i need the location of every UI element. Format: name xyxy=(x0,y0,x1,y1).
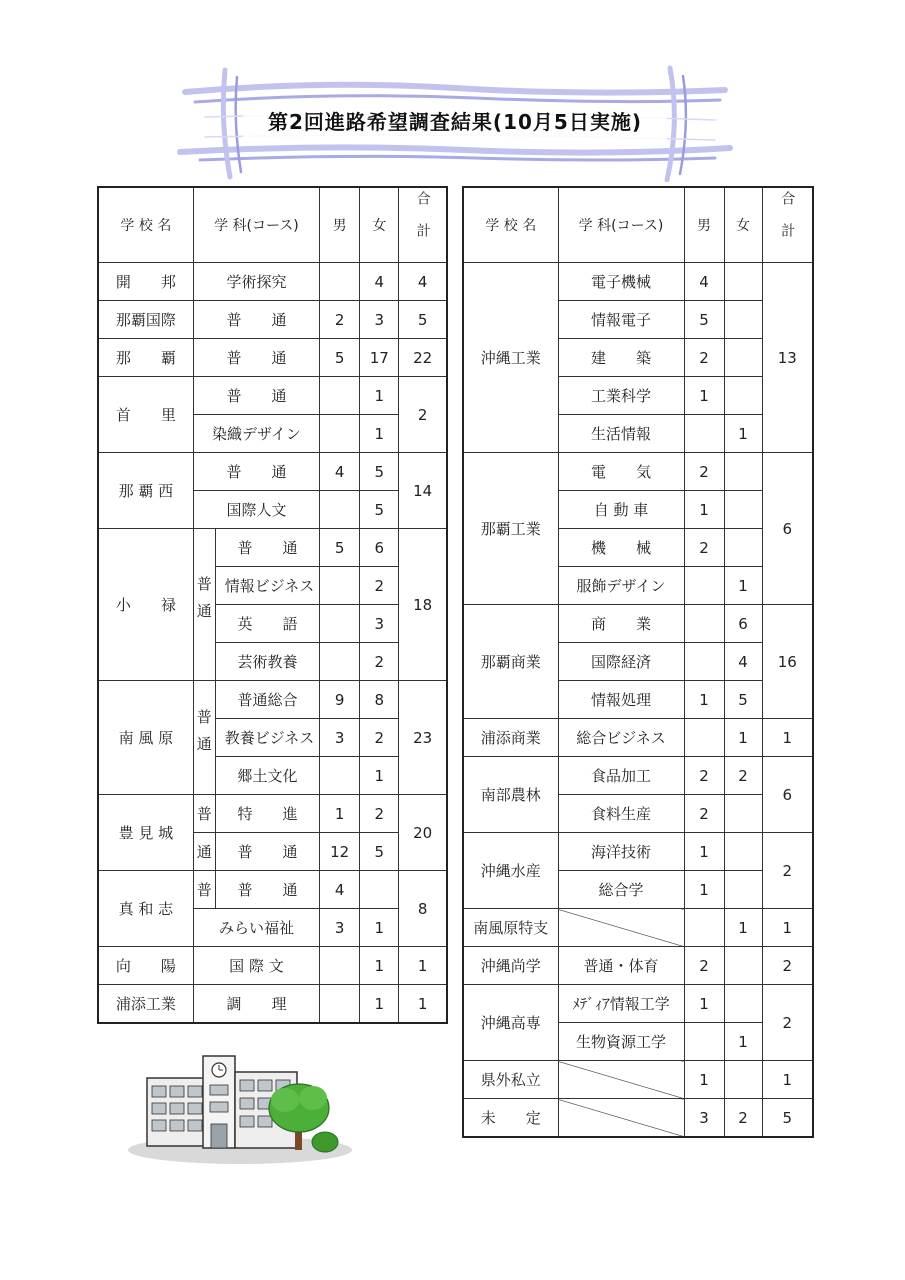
male-count: 1 xyxy=(684,1061,724,1099)
header-female: 女 xyxy=(360,187,399,263)
table-row xyxy=(463,909,813,947)
course-name: 普 通 xyxy=(193,377,319,415)
header-school: 学 校 名 xyxy=(98,187,193,263)
school-name: 真 和 志 xyxy=(98,871,193,947)
course-name: 教養ビジネス xyxy=(215,719,319,757)
right-results-table xyxy=(462,186,814,1138)
course-group-label: 普通 xyxy=(194,575,213,630)
male-count xyxy=(684,605,724,643)
course-empty-slash xyxy=(558,1061,684,1099)
course-name: ﾒﾃﾞｨｱ情報工学 xyxy=(558,985,684,1023)
table-row xyxy=(98,795,447,833)
table-row xyxy=(98,985,447,1024)
course-group xyxy=(193,681,215,795)
table-row xyxy=(98,377,447,415)
total-count: 1 xyxy=(762,909,813,947)
school-name: 那 覇 西 xyxy=(98,453,193,529)
total-count: 2 xyxy=(762,947,813,985)
male-count: 2 xyxy=(684,795,724,833)
total-count: 6 xyxy=(762,453,813,605)
header-course: 学 科(コース) xyxy=(558,187,684,263)
table-row xyxy=(463,453,813,491)
female-count xyxy=(724,985,762,1023)
course-group-char: 通 xyxy=(193,833,215,871)
male-count xyxy=(684,1023,724,1061)
course-name: 電子機械 xyxy=(558,263,684,301)
male-count: 2 xyxy=(684,453,724,491)
school-name: 南部農林 xyxy=(463,757,558,833)
total-count: 1 xyxy=(762,719,813,757)
course-group xyxy=(193,529,215,681)
female-count: 1 xyxy=(360,947,399,985)
course-name: 情報処理 xyxy=(558,681,684,719)
female-count xyxy=(724,453,762,491)
school-building-icon xyxy=(125,1050,355,1165)
female-count: 2 xyxy=(360,643,399,681)
total-count: 22 xyxy=(399,339,447,377)
header-total-label: 合計 xyxy=(779,191,796,255)
female-count xyxy=(724,947,762,985)
course-name: 食料生産 xyxy=(558,795,684,833)
male-count: 9 xyxy=(320,681,360,719)
total-count: 13 xyxy=(762,263,813,453)
school-name: 豊 見 城 xyxy=(98,795,193,871)
course-group-label: 普通 xyxy=(194,708,213,763)
female-count: 1 xyxy=(360,415,399,453)
header-male: 男 xyxy=(320,187,360,263)
course-name: 普通・体育 xyxy=(558,947,684,985)
female-count: 3 xyxy=(360,605,399,643)
total-count: 6 xyxy=(762,757,813,833)
total-count: 1 xyxy=(399,985,447,1024)
header-row xyxy=(98,187,447,263)
male-count xyxy=(684,909,724,947)
male-count xyxy=(320,415,360,453)
course-name: 情報ビジネス xyxy=(215,567,319,605)
female-count xyxy=(724,263,762,301)
course-name: 普 通 xyxy=(215,529,319,567)
course-name: 普通総合 xyxy=(215,681,319,719)
total-count: 2 xyxy=(762,833,813,909)
school-name: 向 陽 xyxy=(98,947,193,985)
header-total-label: 合計 xyxy=(414,191,431,255)
school-name: 南 風 原 xyxy=(98,681,193,795)
male-count: 4 xyxy=(684,263,724,301)
course-name: 普 通 xyxy=(193,301,319,339)
female-count xyxy=(724,833,762,871)
course-name: 電 気 xyxy=(558,453,684,491)
table-row xyxy=(463,605,813,643)
course-name: 機 械 xyxy=(558,529,684,567)
school-name: 開 邦 xyxy=(98,263,193,301)
female-count: 1 xyxy=(724,719,762,757)
total-count: 20 xyxy=(399,795,447,871)
total-count: 14 xyxy=(399,453,447,529)
course-name: 国際経済 xyxy=(558,643,684,681)
male-count: 2 xyxy=(684,947,724,985)
female-count: 6 xyxy=(724,605,762,643)
total-count: 4 xyxy=(399,263,447,301)
header-female: 女 xyxy=(724,187,762,263)
male-count: 1 xyxy=(684,833,724,871)
school-name: 沖縄高専 xyxy=(463,985,558,1061)
course-group-char: 普 xyxy=(193,795,215,833)
male-count xyxy=(320,947,360,985)
male-count: 2 xyxy=(684,339,724,377)
table-row xyxy=(98,947,447,985)
male-count xyxy=(320,377,360,415)
school-name: 首 里 xyxy=(98,377,193,453)
school-name: 浦添工業 xyxy=(98,985,193,1024)
male-count: 12 xyxy=(320,833,360,871)
female-count: 2 xyxy=(360,719,399,757)
course-name: 調 理 xyxy=(193,985,319,1024)
school-name: 浦添商業 xyxy=(463,719,558,757)
total-count: 2 xyxy=(762,985,813,1061)
title-banner xyxy=(175,62,735,182)
course-name: 工業科学 xyxy=(558,377,684,415)
female-count: 5 xyxy=(724,681,762,719)
female-count: 1 xyxy=(360,377,399,415)
school-name: 沖縄尚学 xyxy=(463,947,558,985)
course-name: 服飾デザイン xyxy=(558,567,684,605)
course-name: 特 進 xyxy=(215,795,319,833)
female-count: 1 xyxy=(724,567,762,605)
table-row xyxy=(98,681,447,719)
course-name: 普 通 xyxy=(193,453,319,491)
total-count: 16 xyxy=(762,605,813,719)
female-count xyxy=(724,377,762,415)
table-row xyxy=(463,985,813,1023)
table-row xyxy=(98,339,447,377)
female-count xyxy=(724,871,762,909)
school-name: 沖縄水産 xyxy=(463,833,558,909)
course-name: 芸術教養 xyxy=(215,643,319,681)
table-row xyxy=(463,833,813,871)
table-row xyxy=(463,263,813,301)
male-count: 3 xyxy=(320,719,360,757)
course-name: 海洋技術 xyxy=(558,833,684,871)
course-name: 情報電子 xyxy=(558,301,684,339)
header-total xyxy=(762,187,813,263)
course-name: 普 通 xyxy=(193,339,319,377)
left-results-table xyxy=(97,186,448,1024)
female-count: 1 xyxy=(360,909,399,947)
male-count xyxy=(684,567,724,605)
header-male: 男 xyxy=(684,187,724,263)
female-count xyxy=(724,491,762,529)
total-count: 2 xyxy=(399,377,447,453)
female-count: 1 xyxy=(360,985,399,1024)
male-count: 3 xyxy=(684,1099,724,1138)
course-name: 郷土文化 xyxy=(215,757,319,795)
male-count xyxy=(684,415,724,453)
female-count: 1 xyxy=(724,1023,762,1061)
female-count xyxy=(724,1061,762,1099)
table-row xyxy=(463,1099,813,1138)
male-count: 4 xyxy=(320,871,360,909)
course-name: 生活情報 xyxy=(558,415,684,453)
course-name: 食品加工 xyxy=(558,757,684,795)
male-count xyxy=(684,643,724,681)
male-count xyxy=(320,643,360,681)
male-count: 1 xyxy=(684,491,724,529)
table-row xyxy=(463,947,813,985)
school-name: 小 禄 xyxy=(98,529,193,681)
male-count: 5 xyxy=(320,339,360,377)
course-group-char: 普 xyxy=(193,871,215,909)
table-row xyxy=(463,719,813,757)
table-row xyxy=(98,871,447,909)
course-name: 普 通 xyxy=(215,871,319,909)
female-count: 2 xyxy=(724,757,762,795)
school-name: 未 定 xyxy=(463,1099,558,1138)
table-row xyxy=(98,529,447,567)
female-count: 5 xyxy=(360,453,399,491)
male-count: 2 xyxy=(684,757,724,795)
female-count xyxy=(724,301,762,339)
male-count: 5 xyxy=(320,529,360,567)
course-empty-slash xyxy=(558,909,684,947)
female-count: 1 xyxy=(724,909,762,947)
male-count: 1 xyxy=(684,871,724,909)
header-school: 学 校 名 xyxy=(463,187,558,263)
table-row xyxy=(98,301,447,339)
female-count xyxy=(724,339,762,377)
male-count: 1 xyxy=(684,681,724,719)
table-row xyxy=(98,263,447,301)
male-count xyxy=(320,491,360,529)
table-row xyxy=(98,453,447,491)
course-name: 生物資源工学 xyxy=(558,1023,684,1061)
female-count: 4 xyxy=(724,643,762,681)
male-count: 2 xyxy=(684,529,724,567)
female-count: 1 xyxy=(360,757,399,795)
course-name: 学術探究 xyxy=(193,263,319,301)
course-empty-slash xyxy=(558,1099,684,1138)
course-name: 染織デザイン xyxy=(193,415,319,453)
total-count: 23 xyxy=(399,681,447,795)
female-count: 2 xyxy=(360,795,399,833)
female-count: 8 xyxy=(360,681,399,719)
male-count: 1 xyxy=(684,985,724,1023)
total-count: 5 xyxy=(762,1099,813,1138)
female-count: 1 xyxy=(724,415,762,453)
school-name: 沖縄工業 xyxy=(463,263,558,453)
male-count: 5 xyxy=(684,301,724,339)
female-count xyxy=(360,871,399,909)
female-count: 2 xyxy=(724,1099,762,1138)
female-count: 2 xyxy=(360,567,399,605)
header-total xyxy=(399,187,447,263)
course-name: 英 語 xyxy=(215,605,319,643)
header-course: 学 科(コース) xyxy=(193,187,319,263)
female-count xyxy=(724,529,762,567)
table-row xyxy=(463,1061,813,1099)
course-name: 自 動 車 xyxy=(558,491,684,529)
female-count: 3 xyxy=(360,301,399,339)
school-name: 那覇商業 xyxy=(463,605,558,719)
course-name: 国 際 文 xyxy=(193,947,319,985)
course-name: 総合学 xyxy=(558,871,684,909)
male-count: 4 xyxy=(320,453,360,491)
total-count: 8 xyxy=(399,871,447,947)
table-row xyxy=(463,757,813,795)
male-count: 3 xyxy=(320,909,360,947)
female-count xyxy=(724,795,762,833)
total-count: 5 xyxy=(399,301,447,339)
total-count: 1 xyxy=(762,1061,813,1099)
male-count: 1 xyxy=(684,377,724,415)
female-count: 17 xyxy=(360,339,399,377)
female-count: 5 xyxy=(360,491,399,529)
course-name: 普 通 xyxy=(215,833,319,871)
school-name: 南風原特支 xyxy=(463,909,558,947)
school-name: 県外私立 xyxy=(463,1061,558,1099)
school-name: 那覇工業 xyxy=(463,453,558,605)
male-count: 2 xyxy=(320,301,360,339)
male-count xyxy=(320,263,360,301)
total-count: 1 xyxy=(399,947,447,985)
course-name: 総合ビジネス xyxy=(558,719,684,757)
course-name: 商 業 xyxy=(558,605,684,643)
page-title: 第2回進路希望調査結果(10月5日実施) xyxy=(268,110,642,134)
female-count: 6 xyxy=(360,529,399,567)
course-name: みらい福祉 xyxy=(193,909,319,947)
course-name: 建 築 xyxy=(558,339,684,377)
male-count xyxy=(320,985,360,1024)
male-count xyxy=(320,757,360,795)
male-count: 1 xyxy=(320,795,360,833)
school-name: 那 覇 xyxy=(98,339,193,377)
female-count: 5 xyxy=(360,833,399,871)
female-count: 4 xyxy=(360,263,399,301)
male-count xyxy=(684,719,724,757)
total-count: 18 xyxy=(399,529,447,681)
header-row xyxy=(463,187,813,263)
male-count xyxy=(320,567,360,605)
course-name: 国際人文 xyxy=(193,491,319,529)
male-count xyxy=(320,605,360,643)
school-name: 那覇国際 xyxy=(98,301,193,339)
